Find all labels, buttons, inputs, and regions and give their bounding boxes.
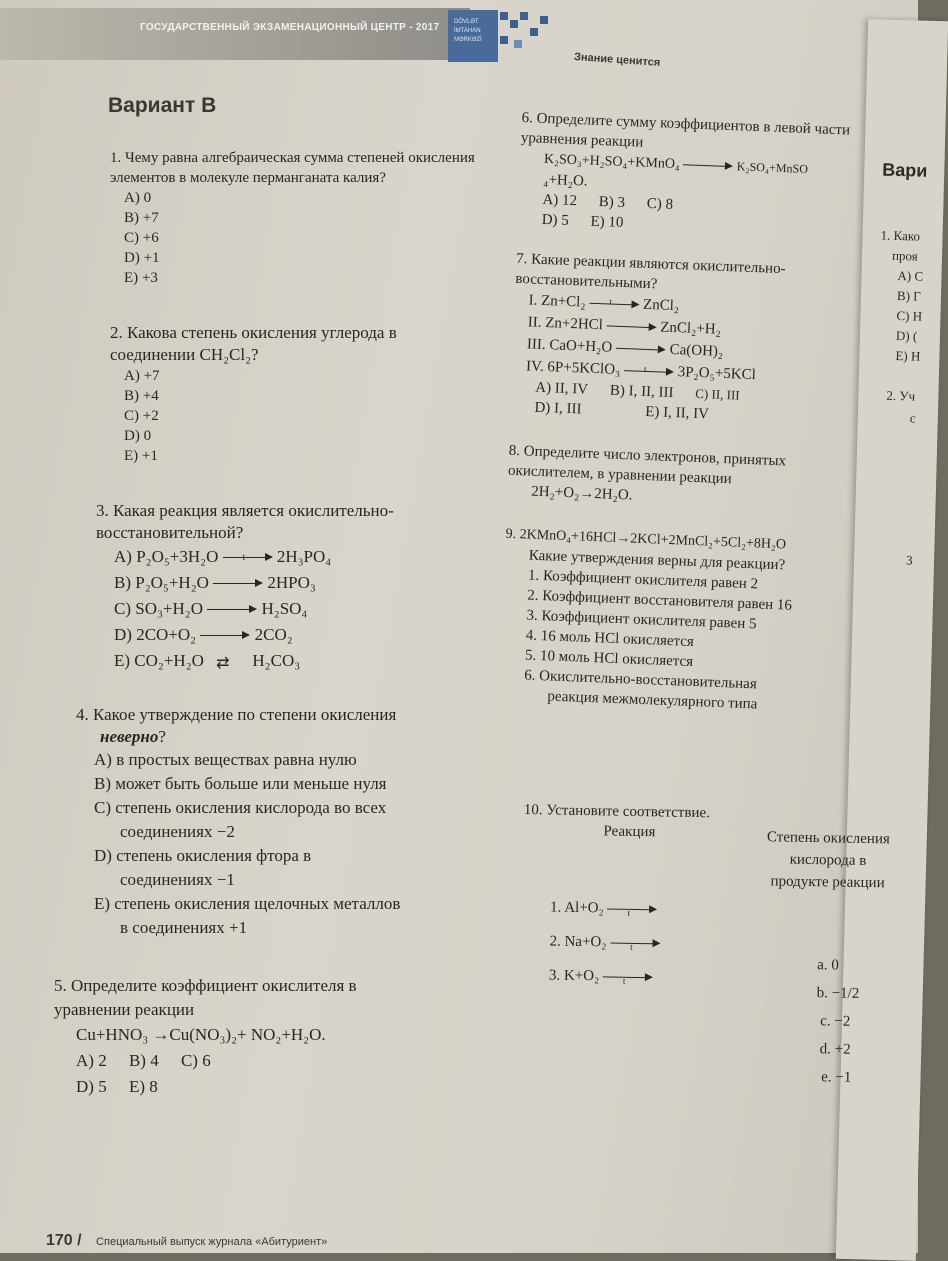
- reaction-left: IV. 6P+5KClO₃: [525, 358, 621, 378]
- answer-option: C) 6: [180, 1051, 211, 1070]
- side-text: 1. Како: [880, 227, 921, 244]
- answer-option: D) 0: [124, 428, 152, 444]
- temperature-mark: t: [609, 296, 613, 307]
- reaction-equation: Cu+HNO₃ →Cu(NO₃)₂+ NO₂+H₂O.: [76, 1025, 326, 1044]
- answer-option-cont: соединениях −1: [120, 870, 235, 889]
- question-text: 5. Определите коэффициент окислителя в уравнении реакции: [54, 976, 357, 1019]
- reaction-row: [114, 622, 496, 648]
- statement-item: 4. 16 моль HCl окисляется: [525, 627, 695, 650]
- reaction-right: K₂SO₄+MnSO: [736, 159, 809, 177]
- variant-title: Вариант B: [108, 94, 217, 117]
- answer-option: D) 5: [541, 211, 570, 229]
- answer-option: D) 5: [76, 1077, 107, 1096]
- logo-line: DÖVLƏT: [454, 19, 479, 25]
- reaction-arrow: [683, 161, 733, 171]
- header-slogan: Знание ценится: [573, 51, 661, 69]
- question-text: Какие утверждения верны для реакции?: [528, 547, 786, 574]
- statement-item: 5. 10 моль HCl окисляется: [524, 647, 694, 670]
- side-text: 3: [905, 552, 913, 568]
- reaction-arrow: [603, 973, 653, 986]
- side-text: Вари: [882, 159, 928, 181]
- answer-option: E) I, II, IV: [644, 403, 710, 423]
- question-3: [96, 500, 496, 674]
- side-text: C) Н: [896, 308, 923, 324]
- temperature-mark: t: [643, 363, 647, 374]
- answer-option: C) II, III: [695, 385, 740, 403]
- reaction-arrow: [207, 606, 257, 614]
- reaction-arrow: [624, 363, 674, 377]
- answer-option: B) I, II, III: [609, 382, 674, 402]
- question-7: [510, 249, 856, 430]
- answer-option: E) +3: [124, 270, 158, 286]
- answer-option: A) 12: [542, 191, 578, 210]
- question-4: [76, 704, 496, 940]
- reaction-left: C) SO₃+H₂O: [114, 599, 203, 618]
- reaction-arrow: [213, 580, 263, 588]
- statement-item: 3. Коэффициент окислителя равен 5: [526, 607, 757, 633]
- reaction-row: [114, 570, 496, 596]
- answer-option: B) 4: [128, 1051, 159, 1070]
- equilibrium-arrow: [208, 657, 248, 667]
- question-text: 10. Установите соответствие.: [523, 801, 711, 822]
- reaction-left: 2. Na+O₂: [549, 933, 607, 951]
- temperature-mark: t: [242, 552, 246, 563]
- side-text: проя: [891, 247, 918, 264]
- reaction-row: [550, 890, 661, 926]
- logo-line: MƏRKƏZİ: [454, 37, 482, 43]
- side-text: A) С: [897, 268, 924, 284]
- question-10: [519, 800, 903, 1086]
- match-answer: a. 0: [817, 957, 839, 974]
- question-6: [517, 108, 861, 242]
- reaction-right: 2HPO₃: [267, 573, 316, 592]
- side-text: B) Г: [896, 288, 921, 304]
- emphasis-text: неверно: [100, 727, 159, 746]
- column-header-oxidation: Степень окисления: [766, 829, 890, 848]
- answer-option: C) +6: [124, 230, 159, 246]
- side-text: D) (: [895, 328, 918, 344]
- temperature-mark: t: [630, 941, 633, 952]
- question-8: [507, 441, 849, 514]
- header-band: [0, 8, 470, 60]
- reaction-right: ZnCl₂+H₂: [659, 319, 722, 338]
- statement-item: 2. Коэффициент восстановителя равен 16: [526, 587, 793, 614]
- left-column: [54, 148, 496, 1100]
- logo-pixel-pattern: [500, 12, 560, 52]
- answer-option: A) 2: [76, 1051, 107, 1070]
- reaction-cont: ₄+H₂O.: [542, 171, 588, 190]
- reaction-row: [549, 924, 660, 960]
- question-text: 4. Какое утверждение по степени окисления: [76, 705, 397, 724]
- question-9: [499, 525, 846, 718]
- reaction-arrow: [200, 632, 250, 640]
- reaction-right: ZnCl₂: [642, 296, 680, 315]
- reaction-right: 2H₃PO₄: [276, 547, 332, 566]
- statement-item: 1. Коэффициент окислителя равен 2: [527, 567, 759, 593]
- reaction-row: [549, 958, 660, 994]
- question-1: [96, 148, 496, 288]
- answer-option: A) 0: [124, 190, 152, 206]
- reaction-equation: 9. 2KMnO₄+16HCl→2KCl+2MnCl₂+5Cl₂+8H₂O: [505, 526, 787, 553]
- reaction-left: D) 2CO+O₂: [114, 625, 197, 644]
- reaction-equation: 2H₂+O₂→2H₂O.: [530, 483, 633, 504]
- reaction-left: 1. Al+O₂: [549, 899, 604, 917]
- reaction-right: 2CO₂: [254, 625, 293, 644]
- match-answer: c. −2: [820, 1013, 851, 1030]
- statement-item-cont: реакция межмолекулярного типа: [547, 688, 758, 713]
- answer-option: A) II, IV: [534, 379, 589, 398]
- reaction-left: III. CaO+H₂O: [526, 336, 613, 356]
- temperature-mark: t: [627, 907, 631, 918]
- question-text: 3. Какая реакция является окислительно-восстановительной?: [96, 501, 394, 542]
- answer-option: D) +1: [124, 250, 160, 266]
- answer-option: E) степень окисления щелочных металлов: [94, 894, 401, 913]
- reaction-row: [114, 648, 496, 674]
- answer-option: C) степень окисления кислорода во всех: [94, 798, 387, 817]
- answer-option-cont: соединениях −2: [120, 822, 235, 841]
- answer-option: B) может быть больше или меньше нуля: [94, 774, 387, 793]
- page-number: 170 /: [46, 1232, 82, 1249]
- answer-option: A) +7: [124, 368, 160, 384]
- side-text: E) Н: [895, 347, 921, 364]
- reaction-arrow: [607, 905, 657, 918]
- right-column: [499, 108, 862, 718]
- question-text: 8. Определите число электронов, принятых окислителем, в уравнении реакции: [507, 442, 787, 488]
- answer-option: D) I, III: [534, 399, 582, 418]
- logo-line: İMTAHAN: [454, 28, 481, 34]
- temperature-mark: t: [622, 975, 626, 986]
- answer-option: E) 8: [128, 1077, 158, 1096]
- answer-option: E) 10: [590, 213, 624, 231]
- question-5: [54, 974, 454, 1100]
- footer: [46, 1232, 327, 1250]
- answer-option-cont: в соединениях +1: [120, 918, 248, 937]
- column-header-reaction: Реакция: [603, 823, 656, 841]
- reaction-left: A) P₂O₅+3H₂O: [114, 547, 219, 566]
- match-answer: d. +2: [819, 1041, 851, 1058]
- reaction-arrow: [589, 296, 639, 309]
- reaction-right: Ca(OH)₂: [669, 341, 724, 360]
- side-text: с: [909, 410, 916, 426]
- reaction-left: B) P₂O₅+H₂O: [114, 573, 209, 592]
- reaction-row: [114, 596, 496, 622]
- header-org: ГОСУДАРСТВЕННЫЙ ЭКЗАМЕНАЦИОННЫЙ ЦЕНТР - 2017: [140, 22, 440, 33]
- statement-item: 6. Окислительно-восстановительная: [523, 667, 758, 693]
- reaction-right: 3P₂O₅+5KCl: [677, 364, 757, 384]
- reaction-left: E) CO₂+H₂O: [114, 651, 204, 670]
- question-text: 6. Определите сумму коэффициентов в левой части уравнения реакции: [520, 109, 851, 151]
- column-header-oxidation: продукте реакции: [770, 873, 885, 892]
- question-text: 7. Какие реакции являются окислительно-восстановительными?: [515, 250, 786, 293]
- side-text: 2. Уч: [886, 387, 916, 404]
- question-text: 2. Какова степень окисления углерода в соединении CH₂Cl₂?: [110, 323, 397, 364]
- answer-option: D) степень окисления фтора в: [94, 846, 312, 865]
- reaction-arrow: [616, 344, 666, 354]
- question-mark: ?: [158, 727, 166, 746]
- match-answer: b. −1/2: [816, 985, 860, 1002]
- answer-option: A) в простых веществах равна нулю: [94, 750, 357, 769]
- answer-option: B) +4: [124, 388, 159, 404]
- reaction-arrow: [223, 554, 273, 562]
- answer-option: B) 3: [598, 194, 626, 212]
- answer-option: C) +2: [124, 408, 159, 424]
- answer-option: C) 8: [646, 195, 674, 213]
- logo: [448, 10, 498, 62]
- question-2: [96, 322, 496, 466]
- reaction-right: H₂CO₃: [252, 651, 301, 670]
- match-answer: e. −1: [821, 1069, 852, 1086]
- question-text: 1. Чему равна алгебраическая сумма степеней окисления элементов в молекуле перманганата калия?: [110, 150, 475, 186]
- column-header-oxidation: кислорода в: [789, 851, 867, 869]
- reaction-left: II. Zn+2HCl: [527, 314, 604, 334]
- reaction-arrow: [610, 939, 660, 952]
- reaction-arrow: [606, 322, 656, 332]
- reaction-left: I. Zn+Cl₂: [528, 292, 586, 311]
- answer-option: E) +1: [124, 448, 158, 464]
- reaction-right: H₂SO₄: [261, 599, 308, 618]
- answer-option: B) +7: [124, 210, 159, 226]
- footer-caption: Специальный выпуск журнала «Абитуриент»: [96, 1236, 328, 1248]
- reaction-row: [114, 544, 496, 570]
- reaction-left: K₂SO₃+H₂SO₄+KMnO₄: [543, 151, 681, 173]
- reaction-left: 3. K+O₂: [548, 967, 600, 985]
